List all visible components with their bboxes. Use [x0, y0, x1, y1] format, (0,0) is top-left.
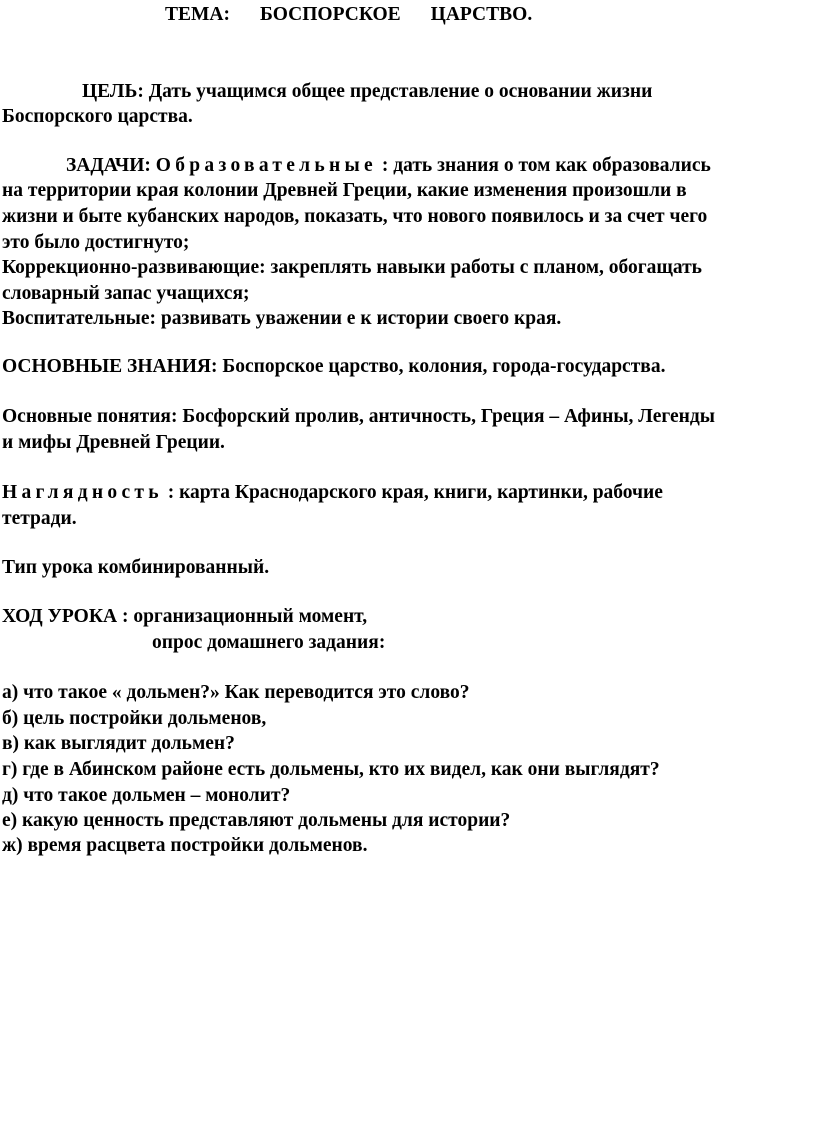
upbringing-line: Воспитательные: развивать уважении е к истории своего края.: [2, 308, 562, 329]
tasks-label: ЗАДАЧИ:: [66, 155, 156, 176]
correction-line-2: словарный запас учащихся;: [2, 283, 250, 304]
visual-aids-line-1-rest: : карта Краснодарского края, книги, картинки, рабочие: [162, 482, 663, 503]
question-item: ж) время расцвета постройки дольменов.: [2, 835, 368, 856]
topic-text-second: ЦАРСТВО.: [430, 4, 533, 25]
tasks-line-1-rest: : дать знания о том как образовались: [377, 155, 711, 176]
basic-knowledge-label: ОСНОВНЫЕ ЗНАНИЯ:: [2, 356, 218, 377]
question-item: в) как выглядит дольмен?: [2, 733, 235, 754]
lesson-course-line-1: ХОД УРОКА : организационный момент,: [2, 606, 368, 627]
topic-text-first: БОСПОРСКОЕ: [260, 4, 401, 25]
goal-line-2: Боспорского царства.: [2, 106, 193, 127]
educational-label: Образовательные: [155, 155, 377, 176]
question-item: б) цель постройки дольменов,: [2, 708, 267, 729]
lesson-course-line-2: опрос домашнего задания:: [152, 632, 386, 653]
question-item: е) какую ценность представляют дольмены для истории?: [2, 810, 511, 831]
concepts-line-2: и мифы Древней Греции.: [2, 432, 225, 453]
tasks-line-3: жизни и быте кубанских народов, показать, что нового появилось и за счет чего: [2, 206, 708, 227]
tasks-line-1: [66, 153, 711, 178]
visual-aids-line-2: тетради.: [2, 508, 77, 529]
lesson-type-line: Тип урока комбинированный.: [2, 557, 270, 578]
basic-knowledge-line: [2, 354, 665, 379]
visual-aids-line-1: [2, 480, 663, 505]
concepts-line-1: Основные понятия: Босфорский пролив, античность, Греция – Афины, Легенды: [2, 406, 715, 427]
topic-label: ТЕМА:: [165, 4, 230, 25]
tasks-line-4: это было достигнуто;: [2, 232, 190, 253]
goal-line-1: ЦЕЛЬ: Дать учащимся общее представление о основании жизни: [82, 81, 653, 102]
lesson-topic-title: [165, 2, 532, 27]
question-item: д) что такое дольмен – монолит?: [2, 785, 291, 806]
question-item: а) что такое « дольмен?» Как переводится это слово?: [2, 682, 470, 703]
basic-knowledge-text: Боспорское царство, колония, города-государства.: [217, 356, 666, 377]
visual-aids-label: Наглядность: [2, 482, 163, 503]
correction-line-1: Коррекционно-развивающие: закреплять навыки работы с планом, обогащать: [2, 257, 702, 278]
question-item: г) где в Абинском районе есть дольмены, кто их видел, как они выглядят?: [2, 759, 660, 780]
tasks-line-2: на территории края колонии Древней Греции, какие изменения произошли в: [2, 180, 687, 201]
